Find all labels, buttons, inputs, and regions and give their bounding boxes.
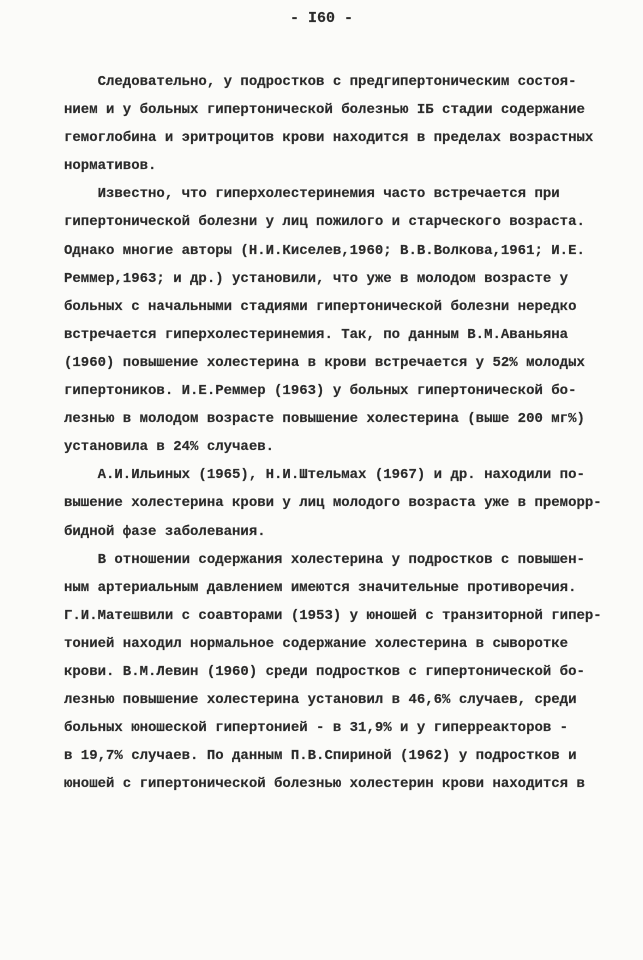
text-line: Следовательно, у подростков с предгипертоническим состоя-	[64, 74, 577, 90]
text-line: лезнью в молодом возрасте повышение холестерина (выше 200 мг%)	[64, 411, 585, 428]
text-line: юношей с гипертонической болезнью холестерин крови находится в	[64, 776, 585, 793]
text-line: (1960) повышение холестерина в крови встречается у 52% молодых	[64, 354, 585, 371]
text-line: лезнью повышение холестерина установил в 46,6% случаев, среди	[64, 692, 577, 709]
text-line: В отношении содержания холестерина у подростков с повышен-	[64, 551, 585, 568]
text-line: гемоглобина и эритроцитов крови находится в пределах возрастных	[64, 130, 594, 147]
text-line: больных юношеской гипертонией - в 31,9% и у гиперреакторов -	[64, 720, 569, 737]
text-line: нормативов.	[64, 158, 157, 175]
text-line: нием и у больных гипертонической болезнью IБ стадии содержание	[64, 102, 585, 119]
text-line: тонией находил нормальное содержание холестерина в сыворотке	[64, 635, 569, 652]
page-number: - I60 -	[289, 10, 353, 27]
text-line: А.И.Ильиных (1965), Н.И.Штельмах (1967) и др. находили по-	[64, 467, 585, 484]
text-line: вышение холестерина крови у лиц молодого возраста уже в преморр-	[64, 495, 602, 512]
text-line: установила в 24% случаев.	[64, 439, 275, 456]
text-line: Однако многие авторы (Н.И.Киселев,1960; В.В.Волкова,1961; И.Е.	[64, 242, 585, 259]
text-line: Г.И.Матешвили с соавторами (1953) у юношей с транзиторной гипер-	[64, 607, 602, 624]
text-line: встречается гиперхолестеринемия. Так, по данным В.М.Аваньяна	[64, 326, 569, 343]
text-line: крови. В.М.Левин (1960) среди подростков с гипертонической бо-	[64, 663, 585, 680]
text-line: гипертонической болезни у лиц пожилого и старческого возраста.	[64, 214, 585, 231]
text-line: бидной фазе заболевания.	[64, 523, 266, 540]
text-line: Реммер,1963; и др.) установили, что уже в молодом возрасте у	[64, 270, 569, 287]
text-line: в 19,7% случаев. По данным П.В.Спириной (1962) у подростков и	[64, 748, 577, 765]
text-line: гипертоников. И.Е.Реммер (1963) у больных гипертонической бо-	[64, 383, 577, 400]
body-text	[64, 68, 604, 798]
text-line: Известно, что гиперхолестеринемия часто встречается при	[64, 186, 560, 203]
text-line: больных с начальными стадиями гипертонической болезни нередко	[64, 298, 577, 315]
text-line: ным артериальным давлением имеются значительные противоречия.	[64, 579, 577, 596]
